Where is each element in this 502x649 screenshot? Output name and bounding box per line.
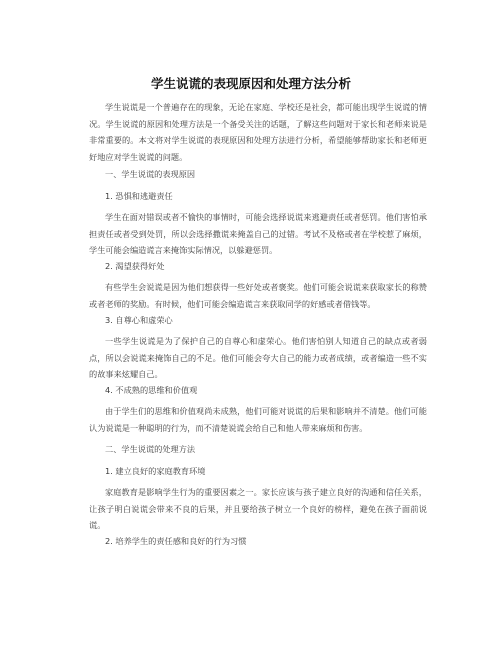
subsection-1-2-text: 有些学生会说谎是因为他们想获得一些好处或者褒奖。他们可能会说谎来获取家长的称赞或者老师的奖励。有时候，他们可能会编造谎言来获取同学的好感或者借钱等。: [89, 282, 427, 309]
subsection-paragraph: [89, 279, 427, 312]
subsection-1-1-heading: 1. 恐惧和逃避责任: [105, 191, 173, 201]
subsection-2-1-text: 家庭教育是影响学生行为的重要因素之一。家长应该与孩子建立良好的沟通和信任关系，让孩子明白说谎会带来不良的后果，并且要给孩子树立一个良好的榜样，避免在孩子面前说谎。: [89, 487, 427, 530]
section-2-heading: 二、学生说谎的处理方法: [105, 444, 196, 454]
subsection-paragraph: [89, 209, 427, 259]
subsection-1-3-text: 一些学生说谎是为了保护自己的自尊心和虚荣心。他们害怕别人知道自己的缺点或者弱点，所以会说谎来掩饰自己的不足。他们可能会夸大自己的能力或者成绩，或者编造一些不实的故事来炫耀自己。: [89, 336, 427, 379]
subsection-2-1-heading: 1. 建立良好的家庭教育环境: [105, 466, 206, 476]
subsection-1-4-text: 由于学生们的思维和价值观尚未成熟，他们可能对说谎的后果和影响并不清楚。他们可能认为说谎是一种聪明的行为，而不清楚说谎会给自己和他人带来麻烦和伤害。: [89, 406, 427, 433]
subsection-heading: [89, 258, 427, 275]
intro-text: 学生说谎是一个普遍存在的现象，无论在家庭、学校还是社会，都可能出现学生说谎的情况。学生说谎的原因和处理方法是一个备受关注的话题，了解这些问题对于家长和老师来说是非常重要的。本文将对学生说谎的表现原因和处理方法进行分析，希望能够帮助家长和老师更好地应对学生说谎的问题。: [89, 102, 427, 162]
subsection-1-1-text: 学生在面对错误或者不愉快的事情时，可能会选择说谎来逃避责任或者惩罚。他们害怕承担责任或者受到处罚，所以会选择撒谎来掩盖自己的过错。考试不及格或者在学校惹了麻烦，学生可能会编造谎言来掩饰实际情况，以躲避惩罚。: [89, 212, 427, 255]
subsection-paragraph: [89, 484, 427, 534]
subsection-heading: [89, 188, 427, 205]
subsection-1-2-heading: 2. 渴望获得好处: [105, 261, 165, 271]
subsection-paragraph: [89, 403, 427, 436]
subsection-heading: [89, 382, 427, 399]
subsection-heading: [89, 533, 427, 550]
section-heading: [89, 166, 427, 183]
subsection-heading: [89, 463, 427, 480]
subsection-1-4-heading: 4. 不成熟的思维和价值观: [105, 385, 198, 395]
subsection-2-2-heading: 2. 培养学生的责任感和良好的行为习惯: [105, 536, 247, 546]
subsection-paragraph: [89, 333, 427, 383]
section-1-heading: 一、学生说谎的表现原因: [105, 169, 196, 179]
document-title: 学生说谎的表现原因和处理方法分析: [150, 76, 351, 91]
subsection-heading: [89, 312, 427, 329]
subsection-1-3-heading: 3. 自尊心和虚荣心: [105, 315, 173, 325]
section-heading: [89, 441, 427, 458]
intro-paragraph: [89, 99, 427, 165]
